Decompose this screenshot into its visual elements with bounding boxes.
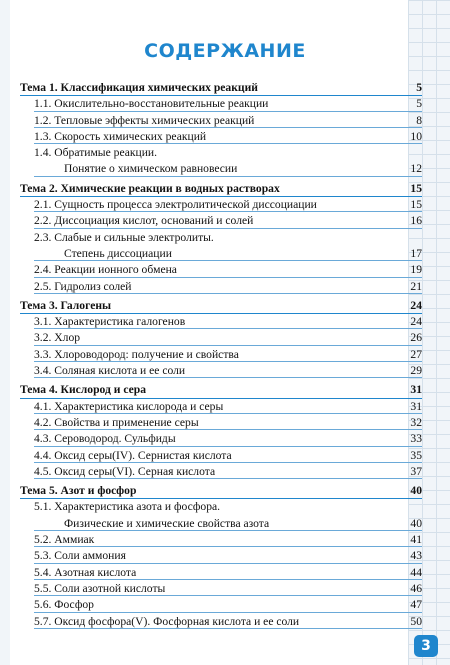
topic-title: Тема 2. Химические реакции в водных растворах xyxy=(20,181,280,195)
toc-entry-page-number: 10 xyxy=(410,129,422,143)
toc-entry-text: 2.2. Диссоциация кислот, оснований и солей xyxy=(34,214,254,228)
toc-entry-page-number: 27 xyxy=(410,347,422,361)
topic-page-number: 15 xyxy=(410,181,422,195)
toc-entry-text: 3.1. Характеристика галогенов xyxy=(34,315,186,329)
toc-entry-page-number: 12 xyxy=(410,162,422,176)
toc-entry-page-number: 24 xyxy=(410,315,422,329)
topic-page-number: 40 xyxy=(410,484,422,498)
toc-entry xyxy=(20,448,422,464)
toc-entry-text: 1.3. Скорость химических реакций xyxy=(34,129,207,143)
toc-entry xyxy=(20,330,422,346)
toc-entry-text: 5.4. Азотная кислота xyxy=(34,565,137,579)
left-margin-decoration xyxy=(0,0,10,665)
toc-entry xyxy=(20,262,422,278)
toc-entry-page-number: 31 xyxy=(410,399,422,413)
toc-entry-page-number: 33 xyxy=(410,432,422,446)
toc-entry-page-number: 40 xyxy=(410,516,422,530)
toc-entry xyxy=(20,314,422,330)
toc-entry xyxy=(20,347,422,363)
toc-entry-text: 3.2. Хлор xyxy=(34,331,81,345)
toc-entry xyxy=(20,431,422,447)
toc-entry-page-number: 29 xyxy=(410,364,422,378)
toc-entry-page-number: 41 xyxy=(410,533,422,547)
toc-entry-text: 1.1. Окислительно-восстановительные реакции xyxy=(34,97,269,111)
toc-entry xyxy=(20,246,422,262)
toc-entry xyxy=(20,145,422,161)
topic-title: Тема 5. Азот и фосфор xyxy=(20,484,137,498)
toc-entry-text: 4.5. Оксид серы(VI). Серная кислота xyxy=(34,464,216,478)
toc-entry-page-number: 15 xyxy=(410,198,422,212)
toc-topic-heading xyxy=(20,80,422,96)
topic-page-number: 24 xyxy=(410,298,422,312)
toc-entry-page-number: 35 xyxy=(410,448,422,462)
toc-entry-text: Физические и химические свойства азота xyxy=(64,516,270,530)
toc-entry xyxy=(20,597,422,613)
toc-entry xyxy=(20,565,422,581)
topic-title: Тема 4. Кислород и сера xyxy=(20,383,147,397)
toc-entry-text: 5.5. Соли азотной кислоты xyxy=(34,581,166,595)
topic-title: Тема 1. Классификация химических реакций xyxy=(20,81,258,94)
toc-entry xyxy=(20,399,422,415)
toc-entry xyxy=(20,499,422,515)
toc-entry-page-number: 50 xyxy=(410,614,422,628)
toc-entry xyxy=(20,516,422,532)
toc-entry-text: 3.4. Соляная кислота и ее соли xyxy=(34,364,186,378)
toc-entry-page-number: 37 xyxy=(410,464,422,478)
toc-topic-heading xyxy=(20,382,422,398)
toc-entry-text: 2.1. Сущность процесса электролитической диссоциации xyxy=(34,198,317,212)
toc-entry-text: 1.2. Тепловые эффекты химических реакций xyxy=(34,113,255,127)
toc-entry-text: 1.4. Обратимые реакции. xyxy=(34,146,158,160)
page-title: СОДЕРЖАНИЕ xyxy=(144,40,306,62)
toc-entry-text: 4.3. Сероводород. Сульфиды xyxy=(34,432,176,446)
toc-entry xyxy=(20,363,422,379)
toc-entry-text: 2.3. Слабые и сильные электролиты. xyxy=(34,230,214,244)
toc-entry-page-number: 47 xyxy=(410,598,422,612)
toc-entry-page-number: 17 xyxy=(410,246,422,260)
toc-entry-page-number: 19 xyxy=(410,263,422,277)
toc-entry xyxy=(20,113,422,129)
toc-topic-heading xyxy=(20,181,422,197)
toc-entry-page-number: 5 xyxy=(416,97,422,111)
toc-entry-text: Понятие о химическом равновесии xyxy=(64,162,238,176)
toc-entry xyxy=(20,581,422,597)
toc-entry xyxy=(20,197,422,213)
topic-title: Тема 3. Галогены xyxy=(20,298,112,312)
toc-entry-text: 5.2. Аммиак xyxy=(34,533,95,547)
toc-entry-page-number: 21 xyxy=(410,279,422,293)
toc-entry xyxy=(20,614,422,630)
toc-entry-text: 5.6. Фосфор xyxy=(34,598,94,612)
toc-entry xyxy=(20,532,422,548)
toc-entry-page-number: 8 xyxy=(416,113,422,127)
toc-entry-text: 4.4. Оксид серы(IV). Сернистая кислота xyxy=(34,448,232,462)
toc-topic-heading xyxy=(20,483,422,499)
toc-entry-page-number: 16 xyxy=(410,214,422,228)
toc-entry xyxy=(20,96,422,112)
toc-entry xyxy=(20,415,422,431)
toc-entry-page-number: 46 xyxy=(410,581,422,595)
topic-page-number: 31 xyxy=(410,383,422,397)
topic-page-number: 5 xyxy=(416,81,422,94)
toc-entry xyxy=(20,161,422,177)
toc-entry-page-number: 44 xyxy=(410,565,422,579)
toc-entry xyxy=(20,129,422,145)
toc-entry-page-number: 26 xyxy=(410,331,422,345)
page-number-badge: 3 xyxy=(414,635,438,657)
toc-entry-text: 3.3. Хлороводород: получение и свойства xyxy=(34,347,239,361)
toc-entry xyxy=(20,548,422,564)
toc-entry xyxy=(20,213,422,229)
toc-entry-text: 4.1. Характеристика кислорода и серы xyxy=(34,399,224,413)
toc-entry-text: 2.5. Гидролиз солей xyxy=(34,279,132,293)
toc-entry xyxy=(20,279,422,295)
toc-entry-text: 5.1. Характеристика азота и фосфора. xyxy=(34,500,221,514)
toc-entry-text: 5.3. Соли аммония xyxy=(34,549,126,563)
toc-entry xyxy=(20,230,422,246)
toc-entry-text: 2.4. Реакции ионного обмена xyxy=(34,263,177,277)
table-of-contents xyxy=(20,80,422,630)
toc-entry-page-number: 32 xyxy=(410,415,422,429)
toc-entry-text: 4.2. Свойства и применение серы xyxy=(34,415,199,429)
toc-entry-text: Степень диссоциации xyxy=(64,246,172,260)
toc-entry xyxy=(20,464,422,480)
toc-entry-page-number: 43 xyxy=(410,549,422,563)
toc-entry-text: 5.7. Оксид фосфора(V). Фосфорная кислота и ее соли xyxy=(34,614,300,628)
toc-topic-heading xyxy=(20,298,422,314)
